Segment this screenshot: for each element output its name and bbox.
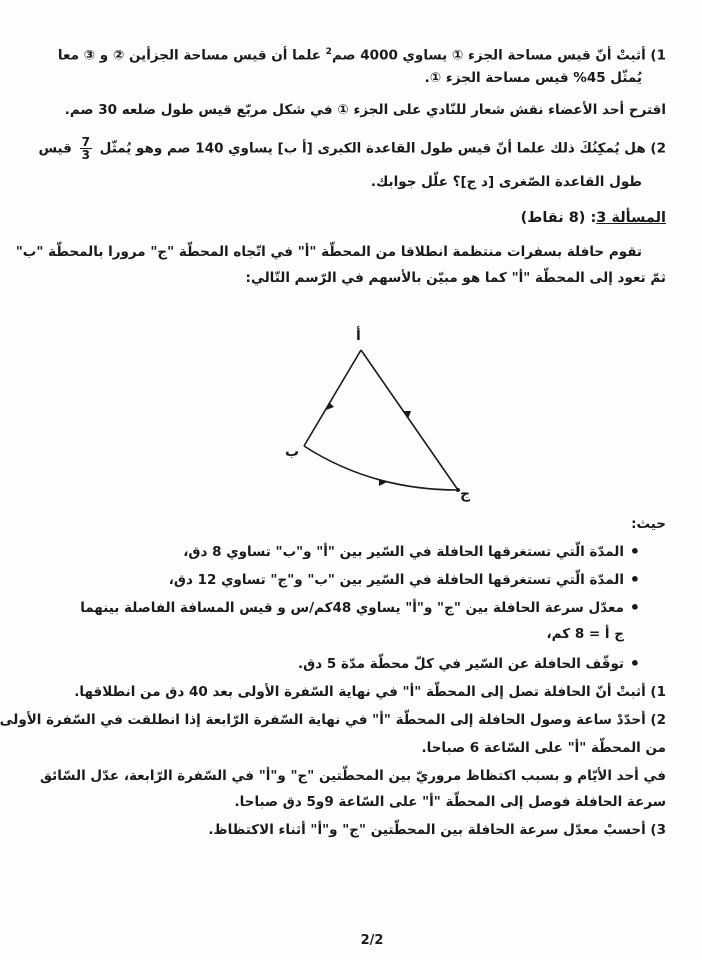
q1-line-1-end: علما أن قيس مساحة الجزأين ② و ③ معا [57,47,326,64]
segment-a-b [304,350,361,446]
question-2-b: من المحطّة "أ" على السّاعة 6 صباحا. [421,740,666,756]
fraction-numerator: 7 [81,135,90,149]
label-a: أ [356,328,361,344]
label-c: ج [460,486,471,502]
condition-item-3: • معدّل سرعة الحافلة بين "ج" و"أ" يساوي 48كم/س و قيس المسافة الفاصلة بينهما [78,598,624,618]
fraction-denominator: 3 [81,148,90,162]
q1-line-1-sup: 2 [325,47,332,57]
condition-item-2: • المدّة الّتي تستغرقها الحافلة في السّير بين "ب" و"ج" تساوي 12 دق، [78,570,624,590]
conditions-heading: حيث: [631,516,666,532]
arrow-c-to-a [404,411,411,419]
condition-item-3-cont: ج أ = 8 كم، [546,626,624,642]
q1-line-2: يُمثّل 45% قيس مساحة الجزء ①. [424,70,642,86]
question-1: 1) أثبتْ أنّ الحافلة تصل إلى المحطّة "أ" في نهاية السّفرة الأولى بعد 40 دق من انطلاقها. [74,684,666,700]
paragraph-line-1: في أحد الأيّام و بسبب اكتظاظ مروريّ بين المحطّتين "ج" و"أ" في السّفرة الرّابعة، عدّل السّائق [39,768,666,784]
condition-item-4: • توقّف الحافلة عن السّير في كلّ محطّة مدّة 5 دق. [78,654,624,674]
q1-line-3: اقترح أحد الأعضاء نقش شعار للنّادي على الجزء ① في شكل مربّع قيس طول ضلعه 30 صم. [64,102,666,118]
condition-item-1: • المدّة الّتي تستغرقها الحافلة في السّير بين "أ" و"ب" تساوي 8 دق، [78,542,624,562]
page-number: 2/2 [360,933,384,948]
q1-line-4-end: قيس [38,140,72,157]
paragraph-line-2: سرعة الحافلة فوصل إلى المحطّة "أ" على السّاعة 9و5 دق صباحا. [234,794,666,810]
q1-line-5: طول القاعدة الصّغرى [د ج]؟ علّل جوابك. [370,174,642,190]
segment-a-c [361,350,458,490]
q1-line-4-text: 2) هل يُمكِنُكَ ذلك علما أنّ قيس طول القاعدة الكبرى [أ ب] يساوي 140 صم وهو يُمثّل [99,140,666,157]
question-2-a: 2) أحدّدْ ساعة وصول الحافلة إلى المحطّة "أ" في نهاية السّفرة الرّابعة إذا انطلقت في السّفرة الأولى [0,712,666,728]
section-3-intro-2: ثمّ تعود إلى المحطّة "أ" كما هو مبيّن بالأسهم في الرّسم التّالي: [245,270,666,286]
q1-line-1-text: 1) أثبتْ أنّ قيس مساحة الجزء ① يساوي 4000 صم [331,47,666,64]
section-3-intro-1: تقوم حافلة بسفرات منتظمة انطلاقا من المحطّة "أ" في اتّجاه المحطّة "ج" مرورا بالمحطّة "ب" [15,244,642,260]
section-3-title-rest: : (8 نقاط) [520,210,597,226]
section-3-title-main: المسألة 3 [596,210,666,226]
question-3: 3) أحسبْ معدّل سرعة الحافلة بين المحطّتين "ج" و"أ" أثناء الاكتظاظ. [208,822,666,838]
label-b: ب [285,444,300,460]
